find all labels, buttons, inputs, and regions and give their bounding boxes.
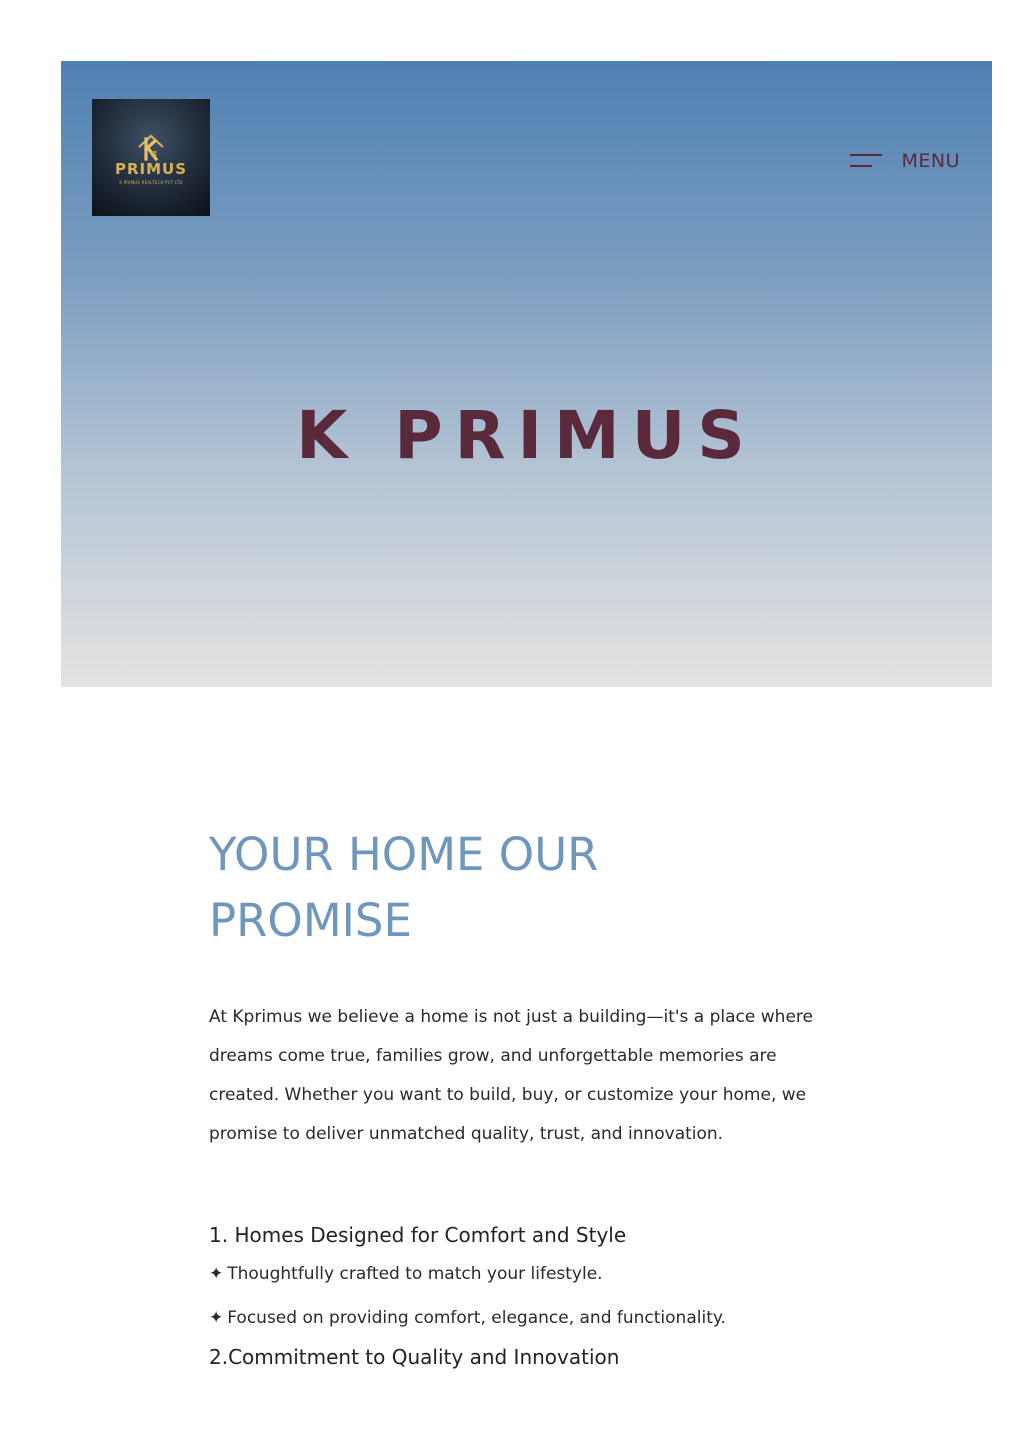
- sparkle-icon: ✦: [209, 1264, 224, 1284]
- menu-label: MENU: [901, 150, 960, 172]
- feature-bullet-text: Focused on providing comfort, elegance, and functionality.: [227, 1308, 726, 1328]
- house-roof-icon: [131, 131, 171, 161]
- promise-heading: YOUR HOME OUR PROMISE: [209, 828, 599, 947]
- hamburger-icon: [850, 152, 882, 170]
- logo-tagline: K PRIMUS REALTECH PVT LTD: [119, 179, 183, 185]
- feature-title: 2.Commitment to Quality and Innovation: [209, 1345, 620, 1369]
- feature-bullet: [209, 1252, 849, 1296]
- hero-title: K PRIMUS: [296, 397, 757, 475]
- feature-bullet: [209, 1296, 849, 1340]
- intro-paragraph: At Kprimus we believe a home is not just a building—it's a place where dreams come true, families grow, and unforgettable memories are created. Whether you want to build, buy, or customize your home, we promise to deliver unmatched quality, trust, and innovation.: [209, 1007, 813, 1144]
- promise-section: [209, 822, 849, 1374]
- hero-section: [61, 61, 992, 687]
- feature-bullet-text: Thoughtfully crafted to match your lifestyle.: [227, 1264, 603, 1284]
- logo-wordmark: PRIMUS: [114, 159, 188, 178]
- feature-title: 1. Homes Designed for Comfort and Style: [209, 1223, 627, 1247]
- menu-button[interactable]: [850, 150, 960, 172]
- sparkle-icon: ✦: [209, 1308, 224, 1328]
- logo[interactable]: [92, 99, 210, 216]
